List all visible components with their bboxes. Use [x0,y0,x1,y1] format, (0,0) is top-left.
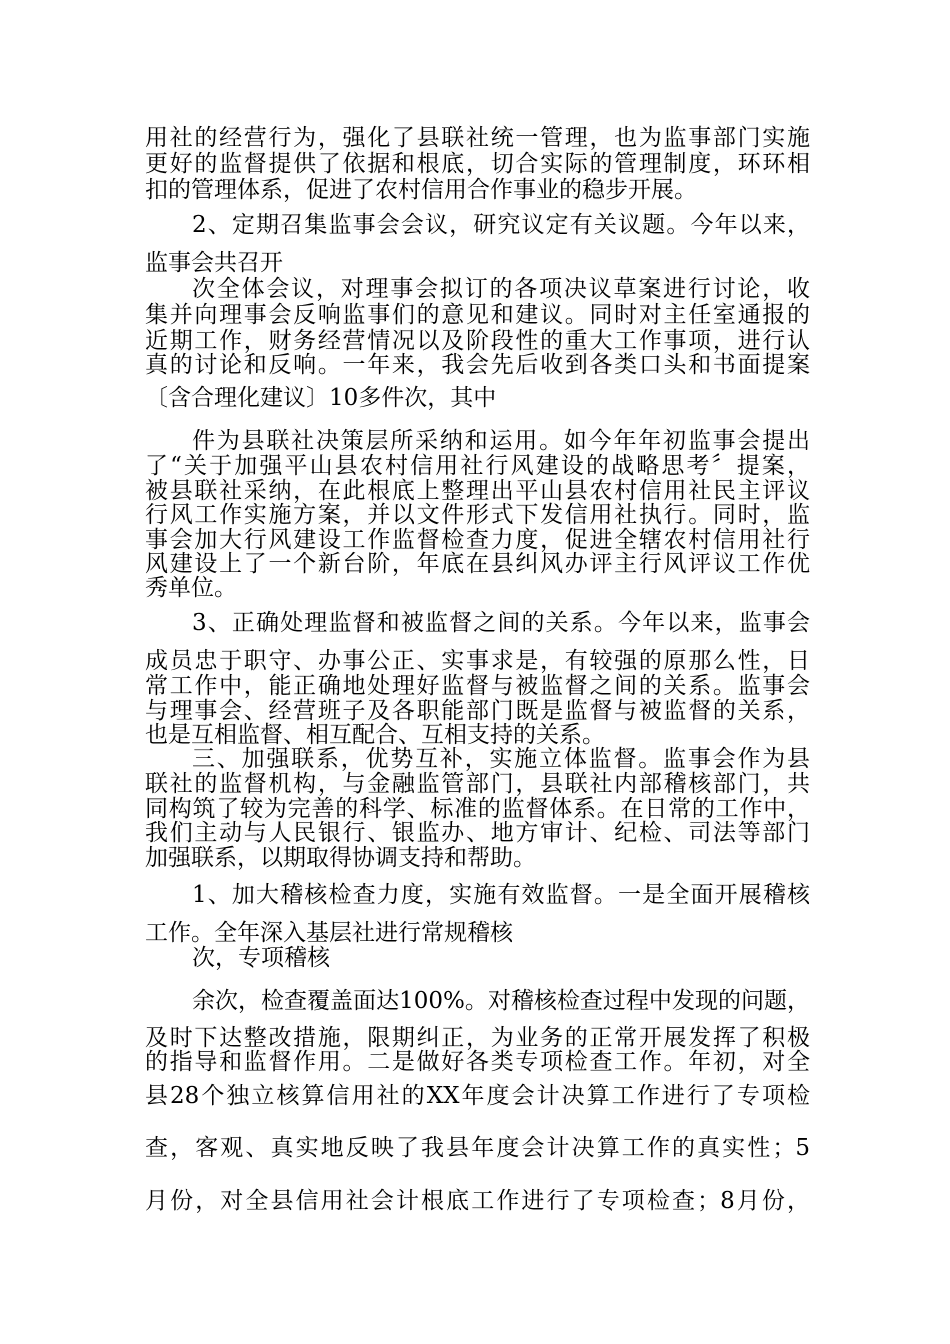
text-line: 也是互相监督、相互配合、互相支持的关系。 [145,722,605,748]
text-line: 了“关于加强平山县农村信用社行风建设的战略思考〞提案， [145,453,810,479]
text-line: 风建设上了一个新台阶，年底在县纠风办评主行风评议工作优 [145,551,810,577]
text-line: 的指导和监督作用。二是做好各类专项检查工作。年初，对全 [145,1049,810,1075]
text-line: 与理事会、经营班子及各职能部门既是监督与被监督的关系， [145,698,810,724]
text-line: 余次，检查覆盖面达100%。对稽核检查过程中发现的问题， [192,988,810,1014]
text-line: 成员忠于职守、办事公正、实事求是，有较强的原那么性，日 [145,648,810,674]
text-line: 2、定期召集监事会会议，研究议定有关议题。今年以来， [192,212,810,238]
text-line: 1、加大稽核检查力度，实施有效监督。一是全面开展稽核 [192,882,810,908]
text-line: 3、正确处理监督和被监督之间的关系。今年以来，监事会 [192,610,810,636]
text-line: 常工作中，能正确地处理好监督与被监督之间的关系。监事会 [145,673,810,699]
text-line: 县28个独立核算信用社的XX年度会计决算工作进行了专项检 [145,1083,810,1109]
text-line: 被县联社采纳，在此根底上整理出平山县农村信用社民主评议 [145,478,810,504]
text-line: 用社的经营行为，强化了县联社统一管理，也为监事部门实施 [145,125,810,151]
text-line: 次，专项稽核 [192,945,330,971]
text-line: 三、加强联系，优势互补，实施立体监督。监事会作为县 [192,746,810,772]
text-line: 加强联系，以期取得协调支持和帮助。 [145,845,536,871]
text-line: 月份，对全县信用社会计根底工作进行了专项检查；8月份， [145,1188,810,1214]
text-line: 扣的管理体系，促进了农村信用合作事业的稳步开展。 [145,177,697,203]
text-line: 秀单位。 [145,575,237,601]
text-line: 更好的监督提供了依据和根底，切合实际的管理制度，环环相 [145,151,810,177]
text-line: 查，客观、真实地反映了我县年度会计决算工作的真实性；5 [145,1135,810,1161]
text-line: 近期工作，财务经营情况以及阶段性的重大工作事项，进行认 [145,328,810,354]
text-line: 集并向理事会反响监事们的意见和建议。同时对主任室通报的 [145,302,810,328]
text-line: 事会加大行风建设工作监督检查力度，促进全辖农村信用社行 [145,527,810,553]
text-line: 〔含合理化建议〕10多件次，其中 [145,385,497,411]
text-line: 联社的监督机构，与金融监管部门，县联社内部稽核部门，共 [145,771,810,797]
text-line: 及时下达整改措施，限期纠正，为业务的正常开展发挥了积极 [145,1025,810,1051]
text-line: 我们主动与人民银行、银监办、地方审计、纪检、司法等部门 [145,820,810,846]
text-line: 行风工作实施方案，并以文件形式下发信用社执行。同时，监 [145,502,810,528]
text-line: 同构筑了较为完善的科学、标准的监督体系。在日常的工作中， [145,796,810,822]
text-line: 真的讨论和反响。一年来，我会先后收到各类口头和书面提案 [145,352,810,378]
text-line: 监事会共召开 [145,250,283,276]
text-line: 件为县联社决策层所采纳和运用。如今年年初监事会提出 [192,428,810,454]
text-line: 工作。全年深入基层社进行常规稽核 [145,920,513,946]
text-line: 次全体会议，对理事会拟订的各项决议草案进行讨论，收 [192,276,810,302]
